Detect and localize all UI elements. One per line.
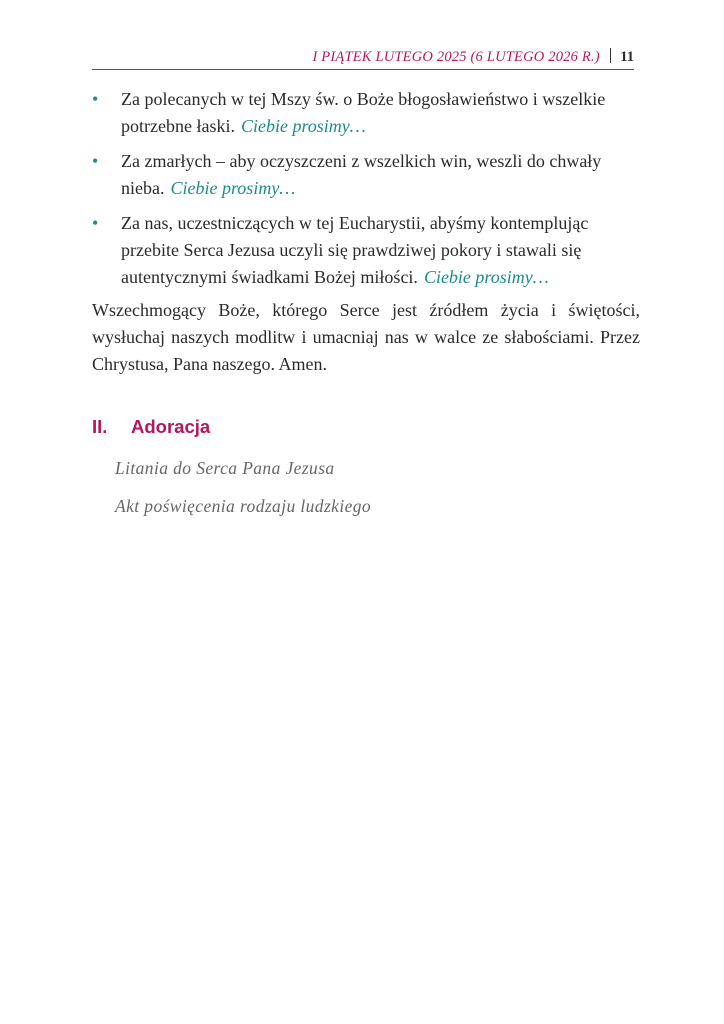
intention-text: Za polecanych w tej Mszy św. o Boże błogosławieństwo i wszelkie potrzebne łaski. <box>121 89 606 136</box>
intention-item <box>92 210 640 291</box>
adoration-item: Litania do Serca Pana Jezusa <box>115 458 335 478</box>
section-heading <box>92 414 210 440</box>
intention-response: Ciebie prosimy… <box>170 178 296 198</box>
section-title: Adoracja <box>131 416 211 437</box>
bullet-icon: • <box>92 151 99 171</box>
bullet-icon: • <box>92 89 99 109</box>
running-header <box>92 46 634 68</box>
page-number: 11 <box>620 49 634 65</box>
intention-item <box>92 148 640 202</box>
closing-prayer: Wszechmogący Boże, którego Serce jest źródłem życia i świętości, wysłuchaj naszych modlitw i umacniaj nas w walce ze słabościami. Przez Chrystusa, Pana naszego. Amen. <box>92 300 640 374</box>
intention-item <box>92 86 640 140</box>
adoration-item: Akt poświęcenia rodzaju ludzkiego <box>115 496 372 516</box>
intention-response: Ciebie prosimy… <box>240 116 366 136</box>
bullet-icon: • <box>92 213 99 233</box>
intentions-list <box>92 86 640 299</box>
header-separator <box>610 48 612 63</box>
section-number: II. <box>92 416 108 437</box>
intention-response: Ciebie prosimy… <box>423 267 549 287</box>
header-rule <box>92 69 634 70</box>
running-title: I PIĄTEK LUTEGO 2025 (6 LUTEGO 2026 R.) <box>312 49 600 65</box>
adoration-list <box>115 457 371 533</box>
intention-text: Za nas, uczestniczących w tej Eucharystii, abyśmy kontemplując przebite Serca Jezusa uczyli się prawdziwej pokory i stawali się autentycznymi świadkami Bożej miłości. <box>121 213 589 287</box>
intention-text: Za zmarłych – aby oczyszczeni z wszelkich win, weszli do chwały nieba. <box>121 151 602 198</box>
